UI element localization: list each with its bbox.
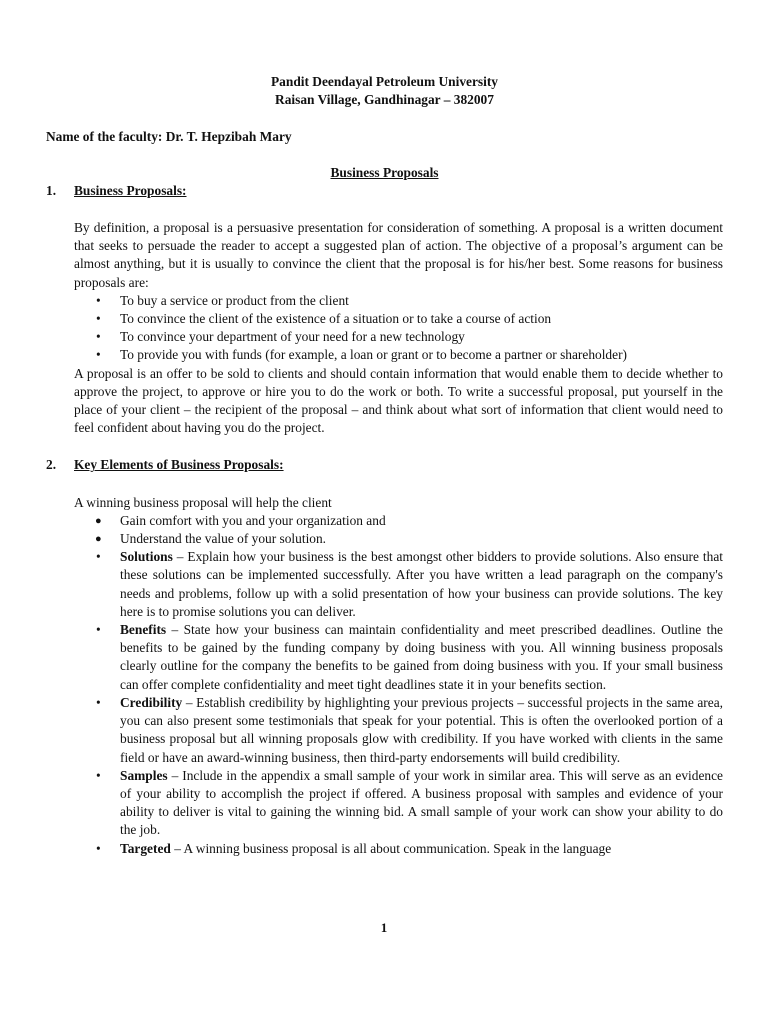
bullet-icon: • <box>96 622 101 638</box>
section-1-title: Business Proposals: <box>74 182 187 198</box>
bullet-icon: • <box>96 292 101 308</box>
element-term: Credibility <box>120 694 183 710</box>
help-points-list <box>74 512 723 548</box>
element-term: Solutions <box>120 549 173 565</box>
bullet-icon: • <box>96 347 101 363</box>
list-item <box>74 840 723 858</box>
element-text: – A winning business proposal is all about communication. Speak in the language <box>170 840 612 856</box>
section-1-closing: A proposal is an offer to be sold to clients and should contain information that would enable them to decide whether to approve the project, to approve or hire you to do the work or both. To write a successful proposal, put yourself in the place of your client – the recipient of the proposal – and think about what sort of information that client would need to feel confident about having you do the project. <box>74 365 723 436</box>
bullet-icon: • <box>96 840 101 856</box>
list-item: • To provide you with funds (for example, a loan or grant or to become a partner or shareholder) <box>74 346 723 364</box>
institution-address: Raisan Village, Gandhinagar – 382007 <box>275 92 494 108</box>
section-1-heading <box>46 182 723 200</box>
section-2-heading <box>46 456 723 474</box>
element-text: – Establish credibility by highlighting your previous projects – successful projects in the same area, you can also present some testimonials that speak for your potential. This is often the overlooked portion of a business proposal but all winning proposals glow with credibility. If you have worked with clients in the same field or have an award-winning business, then third-party endorsements will build credibility. <box>120 694 723 765</box>
bullet-icon: • <box>96 694 101 710</box>
list-item <box>74 767 723 840</box>
list-item: ● Gain comfort with you and your organization and <box>74 512 723 530</box>
list-item: • To convince your department of your need for a new technology <box>74 328 723 346</box>
list-item: • To convince the client of the existence of a situation or to take a course of action <box>74 310 723 328</box>
element-term: Benefits <box>120 622 167 638</box>
element-term: Targeted <box>120 840 171 856</box>
faculty-line: Name of the faculty: Dr. T. Hepzibah Mary <box>46 129 292 145</box>
list-item: ● Understand the value of your solution. <box>74 530 723 548</box>
section-1-number: 1. <box>46 182 57 198</box>
element-text: – Include in the appendix a small sample of your work in similar area. This will serve as an evidence of your ability to accomplish the project if offered. A business proposal with samples and evidence of your ability to deliver is vital to gaining the winning bid. A small sample of your work can show your ability to do the job. <box>120 767 723 838</box>
document-title: Business Proposals <box>330 164 439 180</box>
bullet-icon: ● <box>95 514 102 527</box>
section-1-intro: By definition, a proposal is a persuasive presentation for consideration of something. A proposal is a written document that seeks to persuade the reader to accept a suggested plan of action. The objective of a proposal’s argument can be almost anything, but it is usually to convince the client that the proposal is for his/her best. Some reasons for business proposals are: <box>74 220 723 290</box>
section-2-title: Key Elements of Business Proposals: <box>74 457 284 473</box>
bullet-icon: • <box>96 311 101 327</box>
bullet-icon: • <box>96 767 101 783</box>
document-page <box>46 73 723 858</box>
page-number: 1 <box>380 920 388 935</box>
list-item: • To buy a service or product from the client <box>74 292 723 310</box>
element-text: – Explain how your business is the best amongst other bidders to provide solutions. Also ensure that these solutions can be implemented successfully. After you have written a lead paragraph on the company's needs and problems, follow up with a solid presentation of how your business can provide solutions. The key here is to promise solutions you can deliver. <box>120 549 723 619</box>
element-text: – State how your business can maintain confidentiality and meet prescribed deadlines. Outline the benefits to be gained by the funding company by doing business with you. All winning business proposals clearly outline for the company the benefits to be gained from doing business with you. If your small business can offer complete confidentiality and meet tight deadlines state it in your benefits section. <box>120 622 723 692</box>
key-elements-list <box>74 548 723 857</box>
bullet-icon: ● <box>95 533 102 546</box>
bullet-icon: • <box>96 549 101 565</box>
list-item <box>74 621 723 694</box>
element-term: Samples <box>120 767 168 783</box>
section-2-intro: A winning business proposal will help the client <box>74 494 332 510</box>
institution-name: Pandit Deendayal Petroleum University <box>271 74 498 89</box>
section-2-number: 2. <box>46 457 57 473</box>
bullet-icon: • <box>96 329 101 345</box>
list-item <box>74 694 723 767</box>
list-item <box>74 548 723 621</box>
reasons-list <box>74 292 723 365</box>
